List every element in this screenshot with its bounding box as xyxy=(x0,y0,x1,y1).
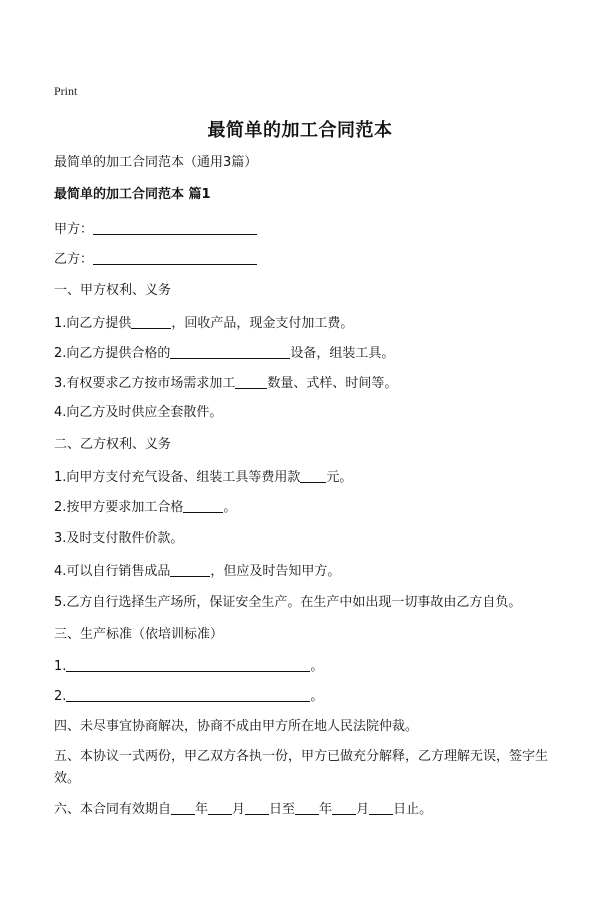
section-1-heading: 一、甲方权利、义务 xyxy=(54,283,172,298)
s6-day2: 日止。 xyxy=(393,802,433,817)
party-b-label: 乙方： xyxy=(54,252,94,267)
section-2-item-1 xyxy=(54,468,352,487)
s2-item4-text-a: 4.可以自行销售成品 xyxy=(54,564,171,579)
section-2-item-5: 5.乙方自行选择生产场所，保证安全生产。在生产中如出现一切事故由乙方自负。 xyxy=(54,595,522,610)
s3-item1-text-b: 。 xyxy=(310,659,324,674)
s6-day1: 日至 xyxy=(269,802,296,817)
s1-item2-blank xyxy=(170,344,290,359)
s1-item3-blank xyxy=(235,374,267,389)
s6-month1: 月 xyxy=(232,802,246,817)
s3-item1-blank xyxy=(66,657,310,672)
s3-item2-blank xyxy=(66,687,310,702)
section-1-item-3 xyxy=(54,374,397,393)
section-2-heading: 二、乙方权利、义务 xyxy=(54,437,172,452)
document-subtitle: 最简单的加工合同范本（通用3篇） xyxy=(54,155,258,170)
print-label: Print xyxy=(54,84,78,98)
party-a-line xyxy=(54,220,257,239)
section-1-item-1 xyxy=(54,314,353,333)
s2-item2-text-a: 2.按甲方要求加工合格 xyxy=(54,500,184,515)
s6-blank-month2 xyxy=(332,800,356,815)
section-2-item-4 xyxy=(54,562,340,581)
s6-blank-year2 xyxy=(295,800,319,815)
s1-item1-text-b: ，回收产品，现金支付加工费。 xyxy=(171,316,354,331)
s6-blank-day1 xyxy=(245,800,269,815)
s1-item3-text-b: 数量、式样、时间等。 xyxy=(267,376,398,391)
s6-month2: 月 xyxy=(356,802,370,817)
s3-item2-text-a: 2. xyxy=(54,689,67,704)
s1-item1-text-a: 1.向乙方提供 xyxy=(54,316,132,331)
party-a-label: 甲方： xyxy=(54,222,94,237)
s2-item4-blank xyxy=(170,562,210,577)
section-1-item-4: 4.向乙方及时供应全套散件。 xyxy=(54,405,223,420)
party-b-blank xyxy=(93,250,257,265)
document-title: 最简单的加工合同范本 xyxy=(207,120,393,141)
section-3-item-2 xyxy=(54,687,323,706)
party-a-blank xyxy=(93,220,257,235)
section-3-item-1 xyxy=(54,657,323,676)
s1-item3-text-a: 3.有权要求乙方按市场需求加工 xyxy=(54,376,236,391)
section-5: 五、本协议一式两份，甲乙双方各执一份，甲方已做充分解释，乙方理解无误，签字生效。 xyxy=(54,749,549,786)
s2-item2-text-b: 。 xyxy=(223,500,237,515)
s3-item2-text-b: 。 xyxy=(310,689,324,704)
section-3-heading: 三、生产标准（依培训标准） xyxy=(54,627,224,642)
s6-text-start: 六、本合同有效期自 xyxy=(54,802,172,817)
s2-item1-text-a: 1.向甲方支付充气设备、组装工具等费用款 xyxy=(54,470,301,485)
section-2-item-3: 3.及时支付散件价款。 xyxy=(54,531,184,546)
s2-item1-blank xyxy=(300,468,326,483)
s6-year2: 年 xyxy=(319,802,333,817)
section-2-item-2 xyxy=(54,498,236,517)
s6-year1: 年 xyxy=(195,802,209,817)
s1-item2-text-b: 设备，组装工具。 xyxy=(290,346,395,361)
s6-blank-day2 xyxy=(369,800,393,815)
s1-item2-text-a: 2.向乙方提供合格的 xyxy=(54,346,171,361)
s6-blank-year1 xyxy=(171,800,195,815)
s3-item1-text-a: 1. xyxy=(54,659,67,674)
section-6 xyxy=(54,800,432,819)
section-1-item-2 xyxy=(54,344,394,363)
s2-item2-blank xyxy=(183,498,223,513)
s6-blank-month1 xyxy=(208,800,232,815)
party-b-line xyxy=(54,250,257,269)
chapter-heading: 最简单的加工合同范本 篇1 xyxy=(54,187,211,202)
s2-item4-text-b: ，但应及时告知甲方。 xyxy=(210,564,341,579)
s1-item1-blank xyxy=(131,314,171,329)
section-4: 四、未尽事宜协商解决，协商不成由甲方所在地人民法院仲裁。 xyxy=(54,719,419,734)
s2-item1-text-b: 元。 xyxy=(326,470,353,485)
